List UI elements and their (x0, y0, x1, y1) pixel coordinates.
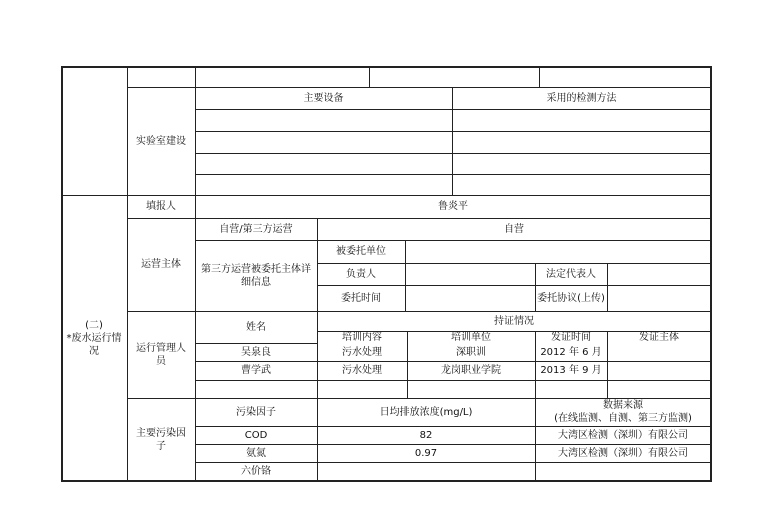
manager-content: 污水处理 (342, 346, 382, 358)
operator-type-label: 自营/第三方运营 (219, 223, 293, 235)
lab-equipment-header: 主要设备 (303, 92, 344, 104)
col-line-op4 (607, 263, 608, 311)
row-line (195, 174, 711, 175)
legal-rep-label: 法定代表人 (546, 268, 596, 280)
managers-label: 运行管理人 员 (136, 342, 186, 367)
manager-unit: 龙岗职业学院 (441, 365, 501, 376)
row-line (195, 380, 711, 381)
entrust-time-label: 委托时间 (341, 292, 381, 304)
pollutant-source: 大湾区检测（深圳）有限公司 (558, 429, 688, 441)
pollutant-factor: COD (244, 429, 268, 441)
lab-method-header: 采用的检测方法 (546, 92, 617, 104)
lab-label: 实验室建设 (136, 135, 186, 147)
pollutant-factor: 氨氮 (246, 447, 266, 459)
operator-label: 运营主体 (141, 259, 181, 270)
row-line (195, 131, 711, 132)
pollutant-source: 大湾区检测（深圳）有限公司 (558, 447, 688, 459)
filler-label: 填报人 (146, 201, 176, 212)
filler-value: 鲁炎平 (438, 201, 468, 212)
manager-name: 曹学武 (241, 365, 271, 376)
entrusted-unit-label: 被委托单位 (336, 246, 386, 257)
operator-type-value: 自营 (504, 223, 524, 235)
sub-header-issuer: 发证主体 (639, 331, 679, 343)
factor-header: 污染因子 (236, 406, 276, 418)
col-line-top-b (539, 66, 540, 87)
row-line (195, 153, 711, 154)
agreement-label: 委托协议(上传) (537, 292, 605, 304)
manager-time: 2012 年 6 月 (540, 346, 602, 358)
row-line (195, 109, 711, 110)
manager-time: 2013 年 9 月 (540, 365, 602, 376)
name-header: 姓名 (246, 321, 266, 333)
manager-name: 吴泉良 (241, 346, 271, 358)
sub-header-time: 发证时间 (551, 331, 591, 343)
concentration-header: 日均排放浓度(mg/L) (379, 406, 473, 418)
pollutant-source (535, 462, 711, 480)
col-line-op2 (405, 240, 406, 311)
manager-content: 污水处理 (342, 365, 382, 376)
manager-unit: 深职训 (456, 346, 486, 358)
pollutant-factor: 六价铬 (241, 465, 271, 477)
wastewater-operation-form (61, 66, 712, 481)
section-label: (二) *废水运行情 况 (66, 319, 122, 357)
table-border-top (61, 66, 712, 68)
pollutant-conc: 82 (419, 429, 433, 441)
source-header: 数据来源 (在线监测、自测、第三方监测) (554, 400, 692, 424)
pollutant-conc: 0.97 (414, 447, 438, 459)
operator-detail-label: 第三方运营被委托主体详 细信息 (201, 263, 311, 288)
pollutant-conc (317, 462, 535, 480)
sub-header-unit: 培训单位 (451, 331, 491, 343)
responsible-label: 负责人 (346, 268, 376, 280)
cert-header: 持证情况 (494, 315, 534, 327)
col-line-top-a (369, 66, 370, 87)
pollutants-label: 主要污染因 子 (136, 427, 186, 452)
sub-header-content: 培训内容 (342, 331, 382, 343)
